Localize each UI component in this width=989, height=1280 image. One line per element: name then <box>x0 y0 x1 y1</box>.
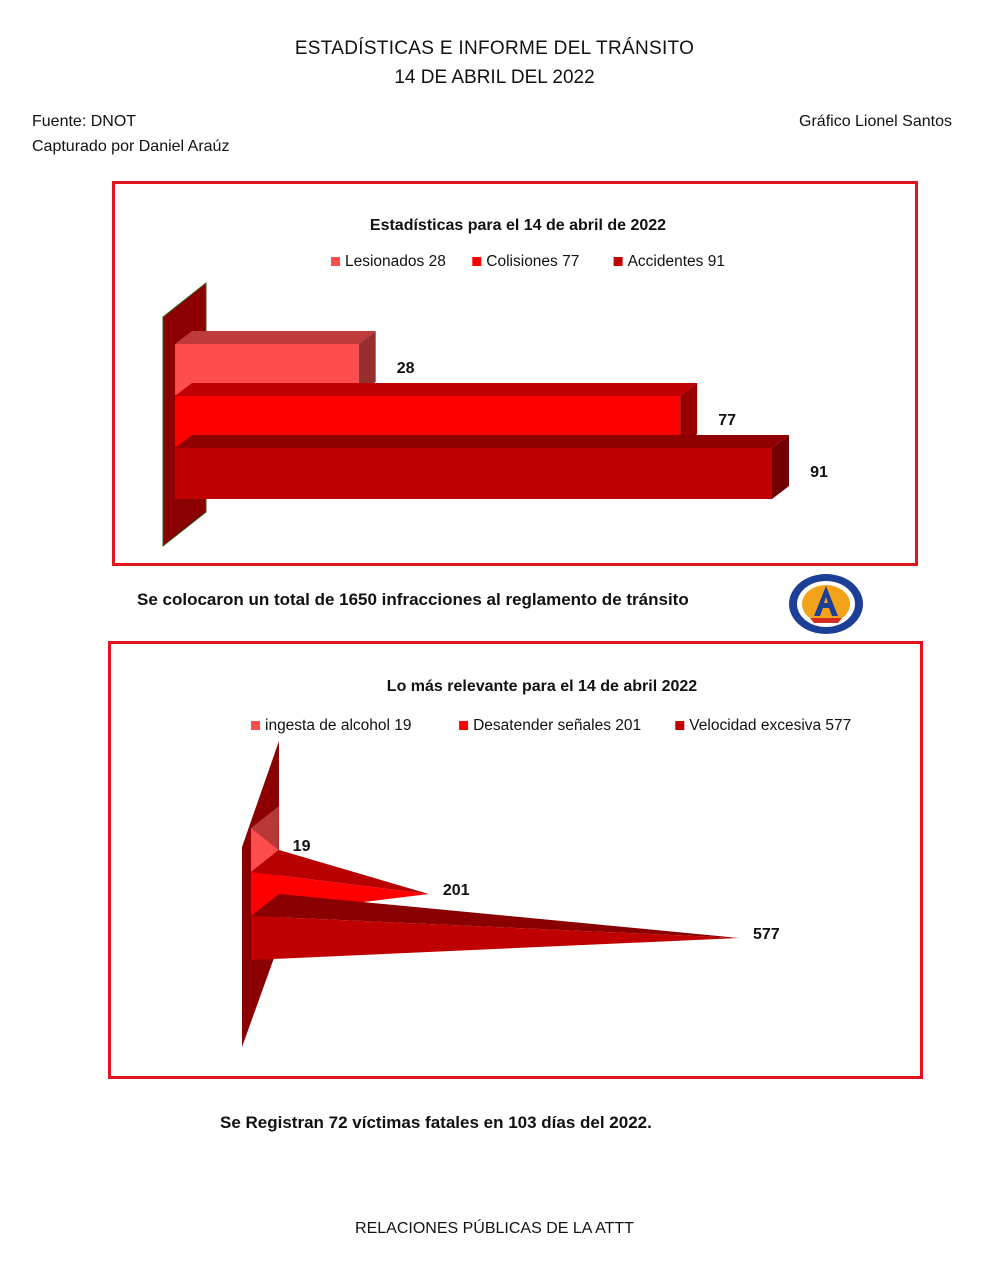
bar-top-2 <box>175 383 697 396</box>
infractions-statement: Se colocaron un total de 1650 infracciones al reglamento de tránsito <box>137 590 689 609</box>
bar-top-1 <box>175 331 376 344</box>
footer-text: RELACIONES PÚBLICAS DE LA ATTT <box>355 1220 634 1237</box>
captured-by-label: Capturado por Daniel Araúz <box>32 138 230 155</box>
chart2-legend <box>251 717 851 734</box>
legend-label-1: ingesta de alcohol 19 <box>265 717 412 734</box>
bar-top-3 <box>175 435 789 448</box>
chart-panel-stats <box>112 181 918 566</box>
chart1-title: Estadísticas para el 14 de abril de 2022 <box>369 217 667 234</box>
chart1-bars <box>175 331 789 499</box>
legend-label-2: Colisiones 77 <box>486 253 580 270</box>
legend-swatch-3 <box>614 257 623 266</box>
chart-panel-relevant <box>108 641 923 1079</box>
data-label-3: 577 <box>753 926 780 943</box>
chart2-pyramids <box>251 806 739 960</box>
legend-label-2: Desatender señales 201 <box>473 717 642 734</box>
bar-3 <box>175 448 772 499</box>
legend-label-3: Accidentes 91 <box>627 253 725 270</box>
data-label-2: 201 <box>442 882 470 899</box>
stats-bar-chart <box>115 184 915 563</box>
legend-swatch-1 <box>331 257 340 266</box>
legend-swatch-2 <box>459 721 468 730</box>
data-label-2: 77 <box>718 412 737 429</box>
legend-swatch-1 <box>251 721 260 730</box>
data-label-1: 28 <box>396 360 415 377</box>
legend-label-3: Velocidad excesiva 577 <box>689 717 852 734</box>
report-title: ESTADÍSTICAS E INFORME DEL TRÁNSITO <box>294 38 695 59</box>
relevant-pyramid-chart <box>111 644 920 1076</box>
chart-credit-label: Gráfico Lionel Santos <box>799 113 952 130</box>
attt-logo-icon <box>786 572 866 636</box>
legend-swatch-2 <box>472 257 481 266</box>
data-label-3: 91 <box>810 464 828 481</box>
source-label: Fuente: DNOT <box>32 113 137 130</box>
data-label-1: 19 <box>292 838 311 855</box>
chart1-legend <box>331 253 725 270</box>
report-date: 14 DE ABRIL DEL 2022 <box>394 67 595 88</box>
legend-label-1: Lesionados 28 <box>345 253 446 270</box>
fatalities-statement: Se Registran 72 víctimas fatales en 103 días del 2022. <box>220 1113 652 1132</box>
chart2-title: Lo más relevante para el 14 de abril 2022 <box>386 678 698 695</box>
legend-swatch-3 <box>675 721 684 730</box>
